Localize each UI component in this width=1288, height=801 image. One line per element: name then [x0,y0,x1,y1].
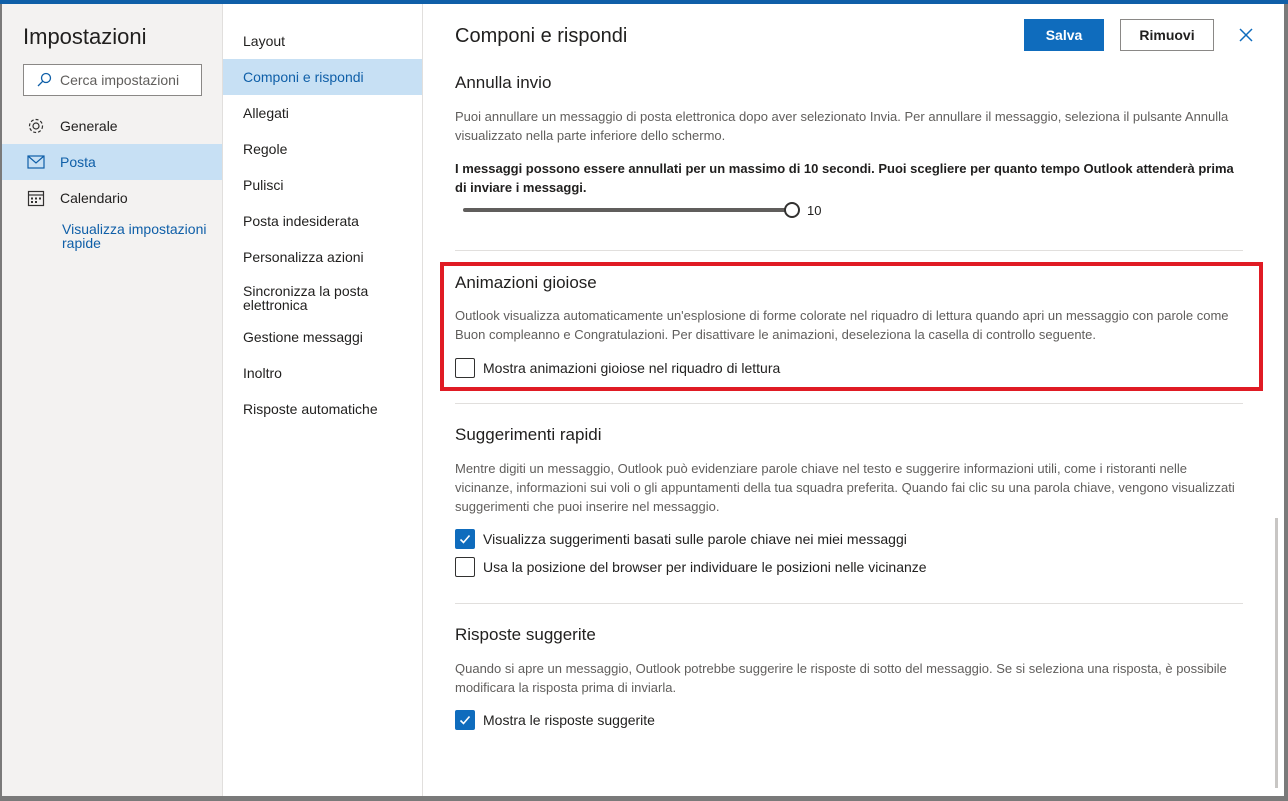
quick-suggestions-description: Mentre digiti un messaggio, Outlook può evidenziare parole chiave nel testo e suggerire informazioni utili, come i ristoranti nelle vicinanze, informazioni sui voli o gli appuntamenti della tua squadra preferita. Quando fai clic su una parola chiave, vengono visualizzati suggerimenti che puoi inserire nel messaggio. [455,461,1235,514]
joyful-animations-checkbox[interactable] [455,358,780,378]
section-divider [455,403,1243,404]
search-icon [36,72,52,88]
checkbox-label: Mostra le risposte suggerite [483,712,655,728]
undo-send-description: Puoi annullare un messaggio di posta elettronica dopo aver selezionato Invia. Per annullare il messaggio, seleziona il pulsante Annulla visualizzato nella parte inferiore dello schermo. [455,109,1229,143]
checkbox-unchecked[interactable] [455,358,475,378]
submenu-item-layout[interactable]: Layout [243,33,286,49]
keyword-suggestions-checkbox[interactable] [455,529,907,549]
sidebar-item-label: Posta [60,154,96,170]
undo-send-note: I messaggi possono essere annullati per un massimo di 10 secondi. Puoi scegliere per quanto tempo Outlook attenderà prima di inviare i messaggi. [455,161,1234,195]
checkbox-label: Visualizza suggerimenti basati sulle parole chiave nei miei messaggi [483,531,907,547]
quick-settings-link[interactable]: Visualizza impostazioni rapide [62,221,207,251]
suggested-replies-description: Quando si apre un messaggio, Outlook potrebbe suggerire le risposte di sotto del messaggio. Se si seleziona una risposta, è possibile modificara la risposta prima di inviarla. [455,661,1227,695]
undo-send-title: Annulla invio [455,73,552,92]
calendar-icon [26,188,46,208]
submenu-item-regole[interactable]: Regole [243,141,288,157]
checkbox-unchecked[interactable] [455,557,475,577]
quick-suggestions-title: Suggerimenti rapidi [455,425,602,444]
undo-slider-thumb[interactable] [784,202,800,218]
submenu-item-gestione[interactable]: Gestione messaggi [243,329,363,345]
mail-icon [26,152,46,172]
checkmark-icon [458,713,472,727]
undo-slider-track[interactable] [463,208,793,212]
search-input[interactable] [23,64,202,96]
remove-button[interactable]: Rimuovi [1120,19,1214,51]
sidebar-item-calendario[interactable] [2,180,222,216]
settings-title: Impostazioni [23,24,147,49]
section-divider [455,250,1243,251]
search-placeholder: Cerca impostazioni [60,72,180,88]
joyful-animations-title: Animazioni gioiose [455,273,597,292]
submenu-item-inoltro[interactable]: Inoltro [243,365,282,381]
checkbox-label: Usa la posizione del browser per individuare le posizioni nelle vicinanze [483,559,927,575]
scrollbar[interactable] [1275,518,1278,788]
section-divider [455,603,1243,604]
submenu-item-pulisci[interactable]: Pulisci [243,177,284,193]
suggested-replies-title: Risposte suggerite [455,625,596,644]
page-title: Componi e rispondi [455,25,628,47]
checkbox-checked[interactable] [455,529,475,549]
settings-sidebar [2,4,223,796]
sidebar-item-generale[interactable] [2,108,222,144]
joyful-animations-description: Outlook visualizza automaticamente un'esplosione di forme colorate nel riquadro di lettura quando apri un messaggio con parole come Buon compleanno e Congratulazioni. Per disattivare le animazioni, deseleziona la casella di controllo seguente. [455,308,1229,342]
settings-dialog [2,4,1284,796]
gear-icon [26,116,46,136]
save-button[interactable]: Salva [1024,19,1104,51]
checkmark-icon [458,532,472,546]
checkbox-label: Mostra animazioni gioiose nel riquadro di lettura [483,360,781,376]
sidebar-item-label: Generale [60,118,118,134]
settings-content [423,4,1284,796]
undo-slider-value: 10 [807,203,822,218]
submenu-item-personalizza[interactable]: Personalizza azioni [243,249,364,265]
submenu-item-posta-indesiderata[interactable]: Posta indesiderata [243,213,359,229]
checkbox-checked[interactable] [455,710,475,730]
mail-submenu [223,4,423,796]
browser-location-checkbox[interactable] [455,557,927,577]
submenu-item-allegati[interactable]: Allegati [243,105,289,121]
suggested-replies-checkbox[interactable] [455,710,655,730]
submenu-item-componi[interactable]: Componi e rispondi [223,59,422,95]
close-icon[interactable] [1235,24,1257,46]
sidebar-item-posta[interactable] [2,144,222,180]
submenu-item-sincronizza[interactable]: Sincronizza la posta elettronica [243,283,369,313]
sidebar-item-label: Calendario [60,190,128,206]
submenu-item-risposte-automatiche[interactable]: Risposte automatiche [243,401,378,417]
